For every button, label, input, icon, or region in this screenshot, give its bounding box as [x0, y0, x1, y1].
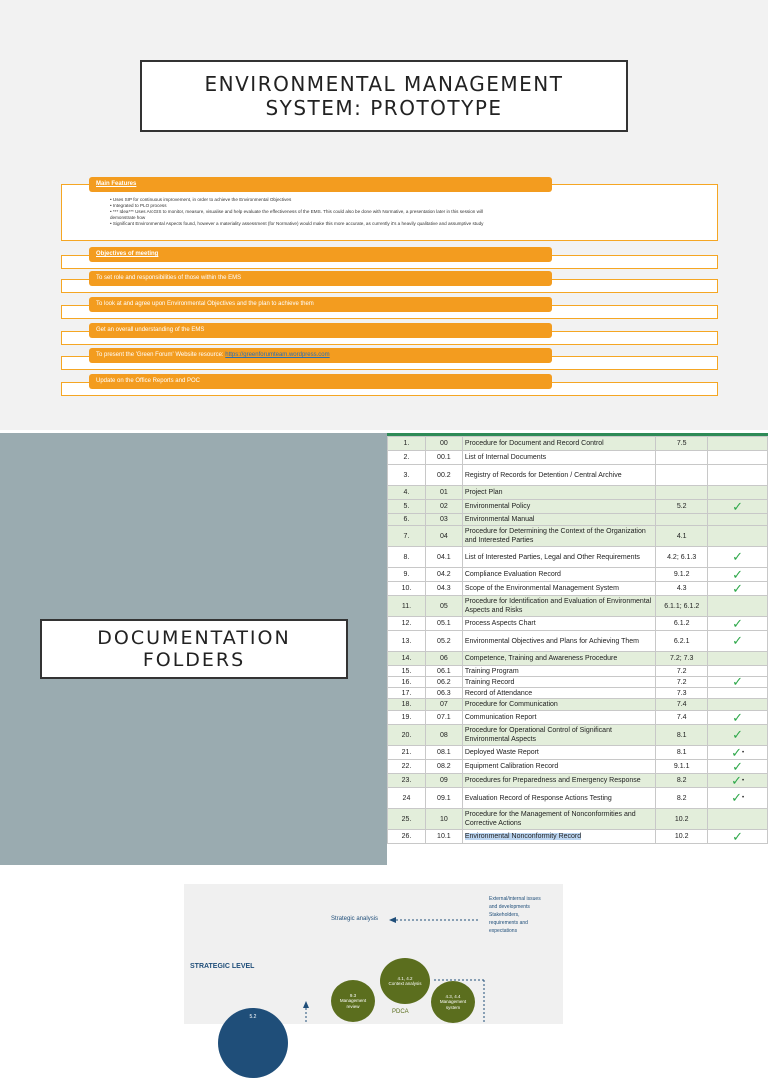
circle-label: Management: [339, 998, 367, 1004]
row-number-cell: 5.: [388, 500, 426, 514]
doc-title-cell: Environmental Objectives and Plans for Achieving Them: [462, 631, 655, 652]
doc-title-cell: Training Program: [462, 666, 655, 677]
table-row: [388, 465, 768, 486]
bottom-circle: [218, 1008, 288, 1078]
standard-clause-cell: 7.2; 7.3: [656, 652, 708, 666]
external-issues-line: expectations: [489, 928, 518, 934]
doc-code-cell: 08.2: [425, 760, 462, 774]
standard-clause-cell: 7.3: [656, 688, 708, 699]
doc-code-cell: 04: [425, 526, 462, 547]
status-cell: [708, 809, 768, 830]
standard-clause-cell: 7.5: [656, 437, 708, 451]
external-issues-label: [489, 895, 541, 935]
row-number-cell: 15.: [388, 666, 426, 677]
pdca-diagram: [184, 884, 563, 1024]
checkmark-icon: ✓: [732, 580, 744, 596]
standard-clause-cell: 8.1: [656, 746, 708, 760]
status-cell: [708, 486, 768, 500]
status-cell: [708, 514, 768, 526]
doc-code-cell: 00.2: [425, 465, 462, 486]
doc-title-cell: Equipment Calibration Record: [462, 760, 655, 774]
status-cell: [708, 774, 768, 788]
row-number-cell: 24: [388, 788, 426, 809]
bullet-item: • *** Idea*** Uses ArcGIS to monitor, measure, visualise and help evaluate the effectiveness of the EMS. This could also be done with Normative, a presentation later in this session will: [110, 209, 483, 214]
doc-title-cell: Project Plan: [462, 486, 655, 500]
bottom-circle-number: 5.2: [249, 1014, 257, 1020]
doc-title-cell: Training Record: [462, 677, 655, 688]
status-cell: [708, 788, 768, 809]
doc-code-cell: 10.1: [425, 830, 462, 844]
row-number-cell: 9.: [388, 568, 426, 582]
management-system-circle: [431, 981, 475, 1023]
external-issues-line: requirements and: [489, 920, 528, 926]
doc-title-cell: Procedures for Preparedness and Emergency Response: [462, 774, 655, 788]
status-cell: [708, 526, 768, 547]
table-row: [388, 774, 768, 788]
status-cell: [708, 451, 768, 465]
status-cell: [708, 465, 768, 486]
doc-title-cell: Registry of Records for Detention / Central Archive: [462, 465, 655, 486]
status-cell: [708, 437, 768, 451]
status-cell: [708, 547, 768, 568]
row-number-cell: 20.: [388, 725, 426, 746]
table-row: [388, 617, 768, 631]
status-cell: [708, 568, 768, 582]
checkmark-icon: ✓: [732, 633, 744, 648]
status-cell: [708, 631, 768, 652]
doc-code-cell: 03: [425, 514, 462, 526]
status-cell: [708, 674, 768, 689]
slide-documentation-folders: [0, 433, 768, 865]
doc-code-cell: 02: [425, 500, 462, 514]
slide-pdca-diagram: [0, 865, 768, 1024]
row-number-cell: 12.: [388, 617, 426, 631]
bullet-item: demonstrate how: [110, 215, 146, 220]
checkmark-icon: ✓: [731, 744, 742, 760]
row-number-cell: 2.: [388, 451, 426, 465]
row-number-cell: 21.: [388, 746, 426, 760]
asterisk-marker: •: [741, 795, 745, 801]
doc-title-cell: Record of Attendance: [462, 688, 655, 699]
circle-label: Context analysis: [388, 981, 422, 986]
doc-code-cell: 00: [425, 437, 462, 451]
doc-code-cell: 09: [425, 774, 462, 788]
doc-code-cell: 10: [425, 809, 462, 830]
standard-clause-cell: 5.2: [656, 500, 708, 514]
table-row: [388, 526, 768, 547]
row-number-cell: 19.: [388, 711, 426, 725]
doc-title-line2: FOLDERS: [142, 649, 246, 671]
strategic-analysis-label: Strategic analysis: [331, 916, 379, 922]
row-number-cell: 10.: [388, 582, 426, 596]
checkmark-icon: ✓: [732, 828, 744, 844]
standard-clause-cell: [656, 486, 708, 500]
checkmark-icon: ✓: [732, 566, 744, 582]
doc-title-cell: Competence, Training and Awareness Procedure: [462, 652, 655, 666]
row-number-cell: 26.: [388, 830, 426, 844]
standard-clause-cell: 10.2: [656, 809, 708, 830]
documents-table: [387, 436, 768, 844]
doc-title-cell: Environmental Manual: [462, 514, 655, 526]
row-number-cell: 13.: [388, 631, 426, 652]
standard-clause-cell: 7.4: [656, 699, 708, 711]
row-number-cell: 16.: [388, 677, 426, 688]
objectives-bar: Objectives of meeting: [89, 247, 552, 262]
doc-code-cell: 00.1: [425, 451, 462, 465]
green-forum-text: To present the 'Green Forum' Website resource:: [96, 352, 226, 358]
row-number-cell: 4.: [388, 486, 426, 500]
standard-clause-cell: 4.2; 6.1.3: [656, 547, 708, 568]
slide-title-line2: SYSTEM: PROTOTYPE: [265, 96, 503, 120]
doc-title-cell: List of Interested Parties, Legal and Other Requirements: [462, 547, 655, 568]
circle-label: review: [346, 1003, 360, 1009]
doc-code-cell: 05.2: [425, 631, 462, 652]
standard-clause-cell: 8.2: [656, 788, 708, 809]
checkmark-icon: ✓: [732, 758, 744, 774]
standard-clause-cell: 9.1.2: [656, 568, 708, 582]
doc-code-cell: 07.1: [425, 711, 462, 725]
table-row: [388, 451, 768, 465]
table-row: [388, 711, 768, 725]
table-row: [388, 688, 768, 699]
asterisk-marker: •: [741, 777, 745, 784]
doc-title-cell: Procedure for the Management of Nonconformities and Corrective Actions: [462, 809, 655, 830]
table-row: [388, 760, 768, 774]
circle-label: Management: [439, 999, 467, 1005]
standard-clause-cell: 7.4: [656, 711, 708, 725]
row-number-cell: 22.: [388, 760, 426, 774]
standard-clause-cell: 6.1.2: [656, 617, 708, 631]
table-row: [388, 582, 768, 596]
row-number-cell: 23.: [388, 774, 426, 788]
doc-code-cell: 01: [425, 486, 462, 500]
doc-title-cell: Scope of the Environmental Management System: [462, 582, 655, 596]
highlighted-text: Environmental Nonconformity Record: [464, 833, 582, 840]
status-cell: [708, 582, 768, 596]
standard-clause-cell: 8.2: [656, 774, 708, 788]
doc-code-cell: 04.1: [425, 547, 462, 568]
row-number-cell: 6.: [388, 514, 426, 526]
table-row: [388, 652, 768, 666]
table-row: [388, 830, 768, 844]
circle-number: 4.1, 4.2: [397, 975, 413, 981]
status-cell: [708, 711, 768, 725]
external-issues-line: and developments: [489, 904, 530, 910]
item-objectives-bar: To look at and agree upon Environmental Objectives and the plan to achieve them: [89, 297, 552, 312]
standard-clause-cell: [656, 451, 708, 465]
checkmark-icon: ✓: [732, 674, 744, 689]
doc-code-cell: 06.3: [425, 688, 462, 699]
doc-title-cell: Deployed Waste Report: [462, 746, 655, 760]
doc-title-cell: Process Aspects Chart: [462, 617, 655, 631]
context-analysis-circle: [380, 958, 430, 1004]
row-number-cell: 14.: [388, 652, 426, 666]
standard-clause-cell: 8.1: [656, 725, 708, 746]
status-cell: [708, 500, 768, 514]
checkmark-icon: ✓: [732, 498, 744, 514]
checkmark-icon: ✓: [732, 709, 744, 725]
external-issues-line: Stakeholders,: [489, 912, 520, 918]
table-row: [388, 725, 768, 746]
item-update-bar: Update on the Office Reports and POC: [89, 374, 552, 389]
table-row: [388, 514, 768, 526]
strategic-level-label: STRATEGIC LEVEL: [190, 963, 255, 970]
checkmark-icon: ✓: [732, 549, 744, 564]
asterisk-marker: •: [741, 749, 745, 756]
doc-title-cell: Communication Report: [462, 711, 655, 725]
standard-clause-cell: 6.2.1: [656, 631, 708, 652]
status-cell: [708, 760, 768, 774]
row-number-cell: 1.: [388, 437, 426, 451]
status-cell: [708, 688, 768, 699]
doc-code-cell: 06.2: [425, 677, 462, 688]
doc-title-box: [40, 619, 348, 679]
management-review-circle: [331, 980, 375, 1022]
row-number-cell: 25.: [388, 809, 426, 830]
external-issues-line: External/internal issues: [489, 896, 541, 902]
doc-title-cell: Procedure for Document and Record Control: [462, 437, 655, 451]
standard-clause-cell: 6.1.1; 6.1.2: [656, 596, 708, 617]
doc-title-cell: Evaluation Record of Response Actions Testing: [462, 788, 655, 809]
slide-title-box: [140, 60, 628, 132]
standard-clause-cell: 4.1: [656, 526, 708, 547]
row-number-cell: 18.: [388, 699, 426, 711]
doc-title-cell: Procedure for Identification and Evaluation of Environmental Aspects and Risks: [462, 596, 655, 617]
doc-title-cell: Environmental Policy: [462, 500, 655, 514]
bullet-item: • Significant Environmental Aspects found, however a materiality assessment (for Normative) would make this more accurate, as currently it's a heavily qualitative and assumptive study: [110, 221, 484, 226]
status-cell: [708, 725, 768, 746]
standard-clause-cell: 4.3: [656, 582, 708, 596]
standard-clause-cell: 7.2: [656, 666, 708, 677]
table-row: [388, 788, 768, 809]
doc-code-cell: 04.2: [425, 568, 462, 582]
doc-title-cell: Procedure for Communication: [462, 699, 655, 711]
item-understanding-bar: Get an overall understanding of the EMS: [89, 323, 552, 338]
doc-title-line1: DOCUMENTATION: [97, 627, 291, 649]
circle-number: 9.3: [349, 992, 357, 998]
green-forum-link[interactable]: https://greenforumteam.wordpress.com: [225, 352, 330, 358]
table-row: [388, 677, 768, 688]
doc-title-cell: Compliance Evaluation Record: [462, 568, 655, 582]
standard-clause-cell: 9.1.1: [656, 760, 708, 774]
status-cell: [708, 830, 768, 844]
table-row: [388, 568, 768, 582]
checkmark-icon: ✓: [732, 727, 744, 742]
table-row: [388, 699, 768, 711]
doc-code-cell: 09.1: [425, 788, 462, 809]
doc-title-cell: [462, 830, 655, 844]
table-row: [388, 666, 768, 677]
table-row: [388, 547, 768, 568]
row-number-cell: 3.: [388, 465, 426, 486]
doc-code-cell: 05.1: [425, 617, 462, 631]
standard-clause-cell: 10.2: [656, 830, 708, 844]
checkmark-icon: ✓: [732, 615, 744, 631]
doc-code-cell: 06.1: [425, 666, 462, 677]
doc-code-cell: 08.1: [425, 746, 462, 760]
standard-clause-cell: [656, 465, 708, 486]
pdca-label: PDCA: [392, 1009, 409, 1015]
standard-clause-cell: 7.2: [656, 677, 708, 688]
status-cell: [708, 746, 768, 760]
table-row: [388, 486, 768, 500]
checkmark-icon: ✓: [731, 790, 742, 805]
table-row: [388, 809, 768, 830]
row-number-cell: 17.: [388, 688, 426, 699]
item-roles-bar: To set role and responsibilities of those within the EMS: [89, 271, 552, 286]
doc-code-cell: 05: [425, 596, 462, 617]
documents-table-area: [387, 433, 768, 865]
doc-code-cell: 04.3: [425, 582, 462, 596]
table-row: [388, 596, 768, 617]
main-features-bullets: [110, 197, 710, 227]
bullet-item: • Integrated to PLO process: [110, 203, 167, 208]
doc-title-cell: Procedure for Determining the Context of the Organization and Interested Parties: [462, 526, 655, 547]
slide-ems-prototype: [0, 0, 768, 430]
status-cell: [708, 596, 768, 617]
row-number-cell: 7.: [388, 526, 426, 547]
standard-clause-cell: [656, 514, 708, 526]
bullet-item: • Uses SIP for continuous improvement, in order to achieve the Environmental Objectives: [110, 197, 292, 202]
doc-code-cell: 07: [425, 699, 462, 711]
slide-title-line1: ENVIRONMENTAL MANAGEMENT: [204, 72, 564, 96]
row-number-cell: 11.: [388, 596, 426, 617]
table-row: [388, 500, 768, 514]
doc-title-cell: Procedure for Operational Control of Significant Environmental Aspects: [462, 725, 655, 746]
circle-label: system: [445, 1004, 461, 1010]
status-cell: [708, 652, 768, 666]
status-cell: [708, 617, 768, 631]
doc-code-cell: 06: [425, 652, 462, 666]
table-row: [388, 437, 768, 451]
table-row: [388, 631, 768, 652]
doc-code-cell: 08: [425, 725, 462, 746]
main-features-bar: Main Features: [89, 177, 552, 192]
row-number-cell: 8.: [388, 547, 426, 568]
checkmark-icon: ✓: [731, 772, 742, 788]
item-green-forum-bar: [89, 348, 552, 363]
doc-title-cell: List of Internal Documents: [462, 451, 655, 465]
table-row: [388, 746, 768, 760]
circle-number: 4.3, 4.4: [445, 993, 461, 999]
